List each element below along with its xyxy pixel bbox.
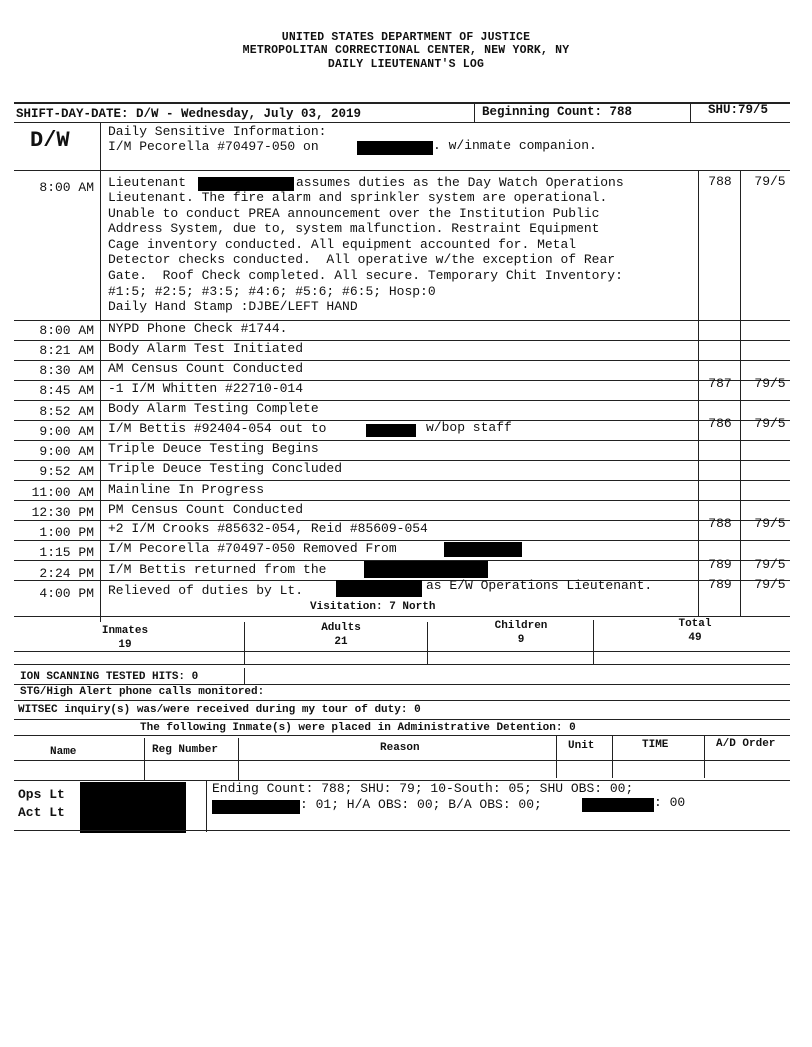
log-entry: I/M Bettis #92404-054 out to — [108, 421, 327, 436]
ad-header-order: A/D Order — [716, 738, 776, 750]
running-count: 786 — [708, 416, 732, 431]
log-entry: I/M Bettis returned from the — [108, 562, 327, 577]
top-rule — [14, 102, 790, 104]
log-entry: +2 I/M Crooks #85632-054, Reid #85609-054 — [108, 521, 428, 536]
visitation-total-value: 49 — [688, 632, 702, 644]
log-time: 4:00 PM — [39, 586, 94, 601]
ion-scanning-line: ION SCANNING TESTED HITS: 0 — [20, 671, 199, 683]
divider — [144, 738, 145, 780]
shu-value: 79/5 — [754, 376, 786, 391]
log-time: 9:00 AM — [39, 444, 94, 459]
rule — [14, 700, 790, 701]
running-count: 788 — [708, 174, 732, 189]
redaction-block — [582, 798, 654, 812]
sensitive-text: I/M Pecorella #70497-050 on — [108, 139, 319, 154]
rule — [14, 500, 790, 501]
log-entry: NYPD Phone Check #1744. — [108, 321, 288, 336]
facility-name: METROPOLITAN CORRECTIONAL CENTER, NEW YORK, NY — [242, 44, 570, 57]
rule — [14, 760, 790, 761]
log-entry: I/M Pecorella #70497-050 Removed From — [108, 541, 397, 556]
log-entry: Triple Deuce Testing Concluded — [108, 461, 343, 476]
agency-name: UNITED STATES DEPARTMENT OF JUSTICE — [281, 31, 531, 44]
log-entry: AM Census Count Conducted — [108, 361, 304, 376]
shu-value: 79/5 — [754, 577, 786, 592]
divider — [556, 736, 557, 778]
ending-count-line: Ending Count: 788; SHU: 79; 10-South: 05; SHU OBS: 00; — [212, 781, 634, 796]
divider — [612, 736, 613, 778]
divider — [244, 668, 245, 684]
ad-header-reason: Reason — [380, 742, 420, 754]
log-entry-body: Lieutenant. The fire alarm and sprinkler system are operational. Unable to conduct PREA announcement over the Institution Public Address System, due to, system malfunction. Restraint Equipment Cage inventory conducted. All equipment accounted for. Metal Detector checks conducted. All operative w/the exception of Rear Gate. Roof Check completed. All secure. Temporary Chit Inventory: #1:5; #2:5; #3:5; #4:6; #5:6; #6:5; Hosp:0 Daily Hand Stamp :DJBE/LEFT HAND — [108, 190, 623, 315]
admin-detention-line: The following Inmate(s) were placed in Administrative Detention: 0 — [140, 722, 576, 734]
visitation-header-total: Total — [678, 618, 712, 630]
stg-line: STG/High Alert phone calls monitored: — [20, 686, 265, 698]
visitation-title: Visitation: 7 North — [310, 601, 436, 613]
running-count: 787 — [708, 376, 732, 391]
visitation-inmates-value: 19 — [118, 639, 132, 651]
log-time: 9:00 AM — [39, 424, 94, 439]
rule — [14, 664, 790, 665]
ending-count-line-2: : 01; H/A OBS: 00; B/A OBS: 00; — [300, 797, 542, 812]
running-count: 789 — [708, 577, 732, 592]
visitation-adults-value: 21 — [334, 636, 348, 648]
time-column-divider — [100, 122, 101, 622]
log-time: 1:00 PM — [39, 525, 94, 540]
ad-header-reg: Reg Number — [152, 744, 219, 756]
log-time: 8:45 AM — [39, 383, 94, 398]
log-time: 8:52 AM — [39, 404, 94, 419]
log-entry: Relieved of duties by Lt. — [108, 583, 304, 598]
rule — [14, 616, 790, 617]
redaction-block — [336, 580, 422, 597]
divider — [474, 102, 475, 122]
divider — [690, 102, 691, 122]
beginning-count: Beginning Count: 788 — [482, 105, 633, 119]
redaction-block — [212, 800, 300, 814]
shu-count: SHU:79/5 — [708, 103, 769, 117]
log-entry: Body Alarm Test Initiated — [108, 341, 304, 356]
divider — [427, 622, 428, 664]
rule — [14, 684, 790, 685]
visitation-header-inmates: Inmates — [101, 625, 149, 637]
log-entry: Mainline In Progress — [108, 482, 265, 497]
log-entry: PM Census Count Conducted — [108, 502, 304, 517]
divider — [704, 736, 705, 778]
shu-value: 79/5 — [754, 174, 786, 189]
shu-column-divider — [740, 170, 741, 616]
redaction-block — [357, 141, 433, 155]
shu-value: 79/5 — [754, 516, 786, 531]
sensitive-heading: Daily Sensitive Information: — [108, 124, 327, 139]
witsec-line: WITSEC inquiry(s) was/were received during my tour of duty: 0 — [18, 704, 421, 716]
count-column-divider — [698, 170, 699, 616]
log-entry: assumes duties as the Day Watch Operations — [296, 175, 624, 190]
running-count: 788 — [708, 516, 732, 531]
log-time: 11:00 AM — [31, 485, 94, 500]
rule — [14, 735, 790, 736]
ad-header-name: Name — [50, 746, 77, 758]
log-time: 8:00 AM — [39, 323, 94, 338]
log-time: 9:52 AM — [39, 464, 94, 479]
rule — [14, 719, 790, 720]
divider — [206, 780, 207, 832]
log-time: 12:30 PM — [31, 505, 94, 520]
log-entry: Triple Deuce Testing Begins — [108, 441, 319, 456]
ending-count-line-2b: : 00 — [654, 795, 686, 810]
visitation-header-children: Children — [494, 620, 548, 632]
log-entry: -1 I/M Whitten #22710-014 — [108, 381, 304, 396]
visitation-children-value: 9 — [517, 634, 525, 646]
log-time: 8:00 AM — [39, 180, 94, 195]
shu-value: 79/5 — [754, 557, 786, 572]
rule — [14, 122, 790, 123]
ad-header-unit: Unit — [568, 740, 595, 752]
shift-day-date: SHIFT-DAY-DATE: D/W - Wednesday, July 03, 2019 — [16, 107, 362, 121]
log-entry: Body Alarm Testing Complete — [108, 401, 319, 416]
signature-redaction — [80, 782, 186, 833]
rule — [14, 651, 790, 652]
rule — [14, 170, 790, 171]
shift-code: D/W — [30, 128, 70, 153]
log-entry-suffix: w/bop staff — [426, 420, 512, 435]
log-entry: Lieutenant — [108, 175, 187, 190]
bottom-rule — [14, 830, 790, 831]
ad-header-time: TIME — [642, 739, 669, 751]
redaction-block — [444, 542, 522, 557]
ops-lt-label: Ops Lt — [18, 787, 65, 802]
divider — [593, 620, 594, 664]
act-lt-label: Act Lt — [18, 805, 65, 820]
divider — [238, 738, 239, 780]
redaction-block — [366, 424, 416, 437]
sensitive-text-suffix: . w/inmate companion. — [433, 138, 597, 153]
redaction-block — [198, 177, 294, 191]
log-entry-suffix: as E/W Operations Lieutenant. — [426, 578, 653, 593]
log-title: DAILY LIEUTENANT'S LOG — [327, 58, 485, 71]
redaction-block — [364, 561, 488, 578]
log-time: 8:30 AM — [39, 363, 94, 378]
log-time: 1:15 PM — [39, 545, 94, 560]
log-time: 2:24 PM — [39, 566, 94, 581]
log-time: 8:21 AM — [39, 343, 94, 358]
shu-value: 79/5 — [754, 416, 786, 431]
rule — [14, 480, 790, 481]
divider — [244, 622, 245, 664]
running-count: 789 — [708, 557, 732, 572]
visitation-header-adults: Adults — [321, 622, 361, 634]
